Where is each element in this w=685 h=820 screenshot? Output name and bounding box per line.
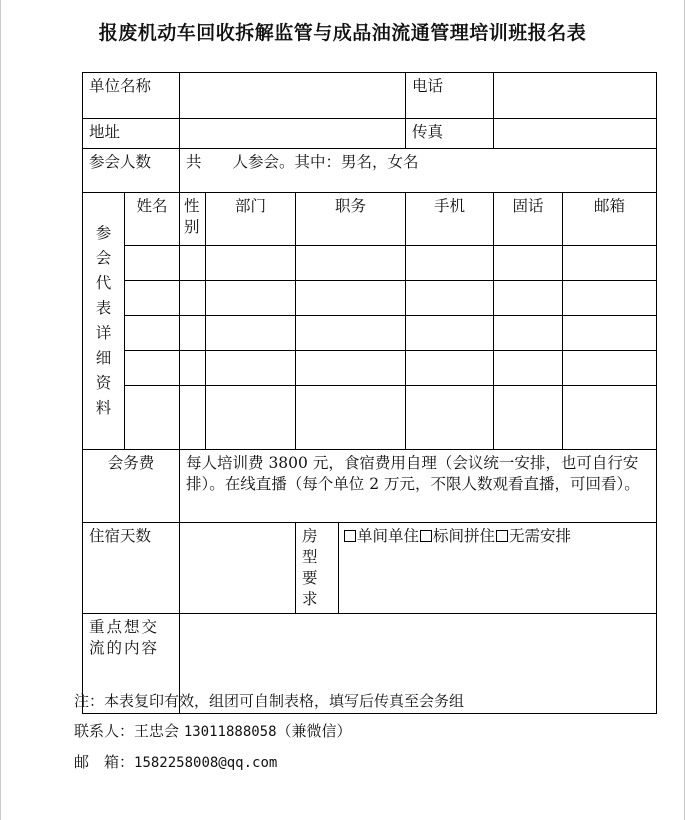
unit-name-field[interactable] [180, 73, 406, 119]
column-header-position: 职务 [296, 193, 406, 246]
landline-cell[interactable] [494, 351, 563, 386]
address-field[interactable] [180, 119, 406, 149]
fee-description: 每人培训费 3800 元，食宿费用自理（会议统一安排，也可自行安排）。在线直播（每个单位 2 万元，不限人数观看直播，可回看）。 [180, 450, 657, 523]
details-label-char: 参 [95, 224, 112, 242]
email-line [74, 747, 464, 778]
address-label: 地址 [83, 119, 180, 149]
details-label-char: 细 [95, 349, 112, 367]
mobile-cell[interactable] [406, 246, 494, 281]
attendee-row [83, 351, 657, 386]
gender-cell[interactable] [180, 246, 206, 281]
landline-cell[interactable] [494, 316, 563, 351]
focus-topics-label: 重点想交流的内容 [83, 614, 180, 714]
department-cell[interactable] [206, 351, 296, 386]
attendee-row [83, 281, 657, 316]
name-cell[interactable] [125, 281, 180, 316]
position-cell[interactable] [296, 386, 406, 450]
attendee-row [83, 246, 657, 281]
phone-field[interactable] [494, 73, 657, 119]
email-value: 1582258008@qq.com [134, 755, 278, 771]
checkbox-icon [420, 530, 432, 542]
contact-suffix: （兼微信） [276, 722, 352, 740]
attendee-details-label [83, 193, 125, 450]
column-header-gender: 性别 [180, 193, 206, 246]
email-cell[interactable] [563, 281, 657, 316]
contact-name: 王忠会 [134, 722, 180, 740]
footer-notes [74, 686, 464, 778]
contact-label: 联系人： [74, 722, 135, 740]
contact-phone: 13011888058 [183, 724, 277, 740]
fax-field[interactable] [494, 119, 657, 149]
department-cell[interactable] [206, 281, 296, 316]
landline-cell[interactable] [494, 386, 563, 450]
column-header-mobile: 手机 [406, 193, 494, 246]
email-cell[interactable] [563, 246, 657, 281]
gender-cell[interactable] [180, 351, 206, 386]
attendee-count-label: 参会人数 [83, 149, 180, 193]
gender-cell[interactable] [180, 316, 206, 351]
footer-note: 注：本表复印有效，组团可自制表格，填写后传真至会务组 [74, 692, 465, 710]
details-label-char: 资 [95, 374, 112, 392]
gender-cell[interactable] [180, 281, 206, 316]
stay-days-field[interactable] [180, 523, 296, 614]
phone-label: 电话 [406, 73, 494, 119]
room-option-none[interactable]: 无需安排 [495, 527, 571, 545]
email-label: 邮 箱： [74, 753, 135, 771]
fax-label: 传真 [406, 119, 494, 149]
email-cell[interactable] [563, 316, 657, 351]
room-type-options [339, 523, 657, 614]
checkbox-icon [344, 530, 356, 542]
room-option-single[interactable]: 单间单住 [343, 527, 419, 545]
checkbox-icon [496, 530, 508, 542]
department-cell[interactable] [206, 316, 296, 351]
mobile-cell[interactable] [406, 281, 494, 316]
department-cell[interactable] [206, 246, 296, 281]
details-label-char: 详 [95, 324, 112, 342]
form-title: 报废机动车回收拆解监管与成品油流通管理培训班报名表 [98, 22, 587, 44]
column-header-landline: 固话 [494, 193, 563, 246]
contact-line [74, 716, 464, 747]
position-cell[interactable] [296, 351, 406, 386]
mobile-cell[interactable] [406, 316, 494, 351]
mobile-cell[interactable] [406, 386, 494, 450]
details-label-char: 会 [95, 249, 112, 267]
registration-form-table [82, 72, 657, 714]
attendee-row [83, 386, 657, 450]
email-cell[interactable] [563, 351, 657, 386]
room-type-label: 房型要求 [296, 523, 339, 614]
name-cell[interactable] [125, 316, 180, 351]
details-label-char: 料 [95, 399, 112, 417]
position-cell[interactable] [296, 316, 406, 351]
details-label-char: 代 [95, 274, 112, 292]
name-cell[interactable] [125, 246, 180, 281]
unit-name-label: 单位名称 [83, 73, 180, 119]
name-cell[interactable] [125, 351, 180, 386]
name-cell[interactable] [125, 386, 180, 450]
details-label-char: 表 [95, 299, 112, 317]
position-cell[interactable] [296, 246, 406, 281]
column-header-email: 邮箱 [563, 193, 657, 246]
attendee-count-field[interactable]: 共 人参会。其中：男名，女名 [180, 149, 657, 193]
column-header-name: 姓名 [125, 193, 180, 246]
attendee-row [83, 316, 657, 351]
gender-cell[interactable] [180, 386, 206, 450]
landline-cell[interactable] [494, 246, 563, 281]
landline-cell[interactable] [494, 281, 563, 316]
position-cell[interactable] [296, 281, 406, 316]
department-cell[interactable] [206, 386, 296, 450]
room-option-shared[interactable]: 标间拼住 [419, 527, 495, 545]
email-cell[interactable] [563, 386, 657, 450]
stay-days-label: 住宿天数 [83, 523, 180, 614]
column-header-department: 部门 [206, 193, 296, 246]
page-border-left [0, 0, 1, 820]
fee-label: 会务费 [83, 450, 180, 523]
mobile-cell[interactable] [406, 351, 494, 386]
